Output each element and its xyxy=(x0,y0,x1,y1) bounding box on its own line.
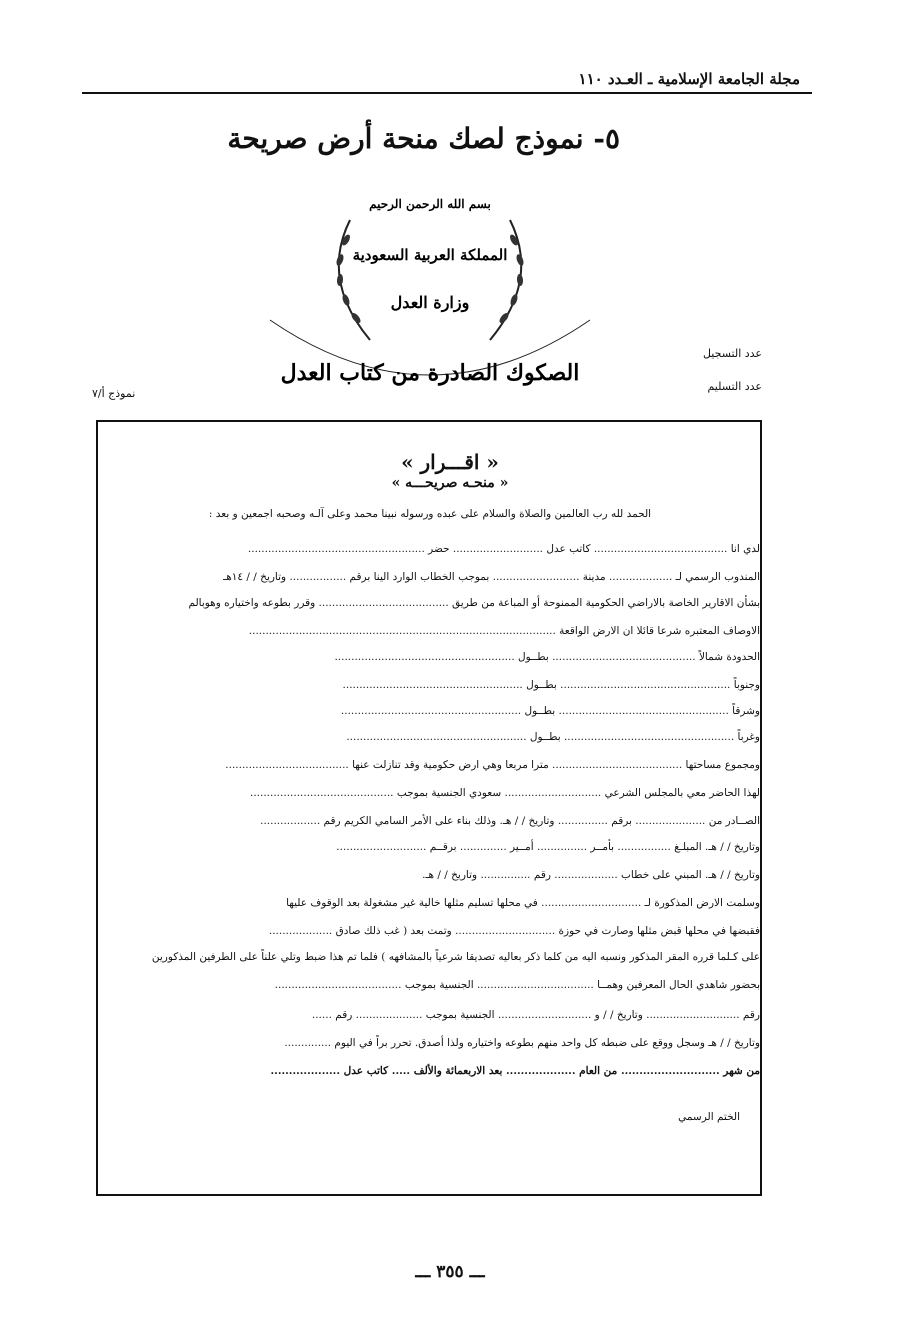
page-title: ٥- نموذج لصك منحة أرض صريحة xyxy=(227,122,620,155)
emblem-banner: الصكوك الصادرة من كتاب العدل xyxy=(280,360,580,386)
document-line: المندوب الرسمي لـ ................... مدينة .......................... بموجب الخطاب الوارد الينا برقم ................. وتاريخ / / ١٤هـ xyxy=(223,571,760,583)
document-line: فقبضها في محلها قبض مثلها وصارت في حوزة .............................. وتمت بعد ( غب ذلك صادق ................... xyxy=(268,925,760,937)
document-title: « اقـــرار » xyxy=(401,450,499,474)
emblem-kingdom: المملكة العربية السعودية xyxy=(352,246,508,264)
document-line: الصــادر من ..................... برقم ............... وتاريخ / / هـ. وذلك بناء على الأمر السامي الكريم رقم .................. xyxy=(260,815,760,827)
document-line: وتاريخ / / هـ. المبني على خطاب ................... رقم ............... وتاريخ / / هـ. xyxy=(422,869,760,881)
document-line: الختم الرسمي xyxy=(678,1111,740,1123)
document-line: الحدودة شمالاً ........................................... بطــول ...................................................... xyxy=(334,651,760,663)
document-subtitle: « منحـه صريحـــه » xyxy=(391,475,509,491)
ministry-emblem xyxy=(250,180,610,410)
document-line: من شهر ........................... من العام ................... بعد الاربعمائة والألف ..... كاتب عدل ................... xyxy=(270,1065,760,1077)
document-line: بحضور شاهدي الحال المعرفين وهمــا ................................... الجنسية بموجب ...................................... xyxy=(274,979,760,991)
emblem-ministry: وزارة العدل xyxy=(390,293,470,312)
record-number-label: عدد التسجيل xyxy=(702,347,762,360)
document-line: وغرباً ................................................... بطــول ...................................................... xyxy=(346,731,760,743)
form-code: نموذج أ/٧ xyxy=(92,387,136,400)
journal-header: مجلة الجامعة الإسلامية ـ العـدد ١١٠ xyxy=(578,70,800,88)
delivery-number-label: عدد التسليم xyxy=(707,380,762,393)
document-line: ومجموع مساحتها ....................................... مترا مربعا وهي ارض حكومية وقد تنازلت عنها ..................................... xyxy=(225,759,760,771)
document-line: وسلمت الارض المذكورة لـ .............................. في محلها تسليم مثلها خالية غير مشغولة بعد الوقوف عليها xyxy=(286,897,760,909)
document-line: لهذا الحاضر معي بالمجلس الشرعي ............................. سعودي الجنسية بموجب ........................................... xyxy=(249,787,760,799)
document-line: وشرقاً ................................................... بطــول ...................................................... xyxy=(340,705,760,717)
header-rule xyxy=(82,92,812,94)
document-line: الحمد لله رب العالمين والصلاة والسلام على عبده ورسوله نبينا محمد وعلى آلـه وصحبه اجمعين و بعد : xyxy=(208,508,652,520)
document-line: بشأن الاقارير الخاصة بالاراضي الحكومية الممنوحة أو المباعة من طريق ....................................... وقرر بطوعه واختياره وهوبالم xyxy=(188,597,760,609)
document-line: لدي انا ........................................ كاتب عدل ........................... حضر ..................................................... xyxy=(247,543,760,555)
document-line: رقم ............................ وتاريخ / / و ............................ الجنسية بموجب .................... رقم ...... xyxy=(311,1009,760,1021)
page-number: ـــ ٣٥٥ ـــ xyxy=(415,1262,485,1282)
emblem-basmala: بسم الله الرحمن الرحيم xyxy=(369,197,491,211)
document-line: على كـلما قرره المقر المذكور ونسبه اليه من كلما ذكر بعاليه تصديقا شرعياً بالمشافهه ) فلما تم هذا ضبط وتلي علناً على الطرفين المذكورين xyxy=(151,951,760,963)
document-line: وتاريخ / / هـ. المبلـغ ................ بأمــر ............... أمــير .............. برقــم ........................... xyxy=(336,841,760,853)
document-line: وجنوباً ................................................... بطــول ...................................................... xyxy=(342,679,760,691)
document-line: الاوصاف المعتبره شرعا قائلا ان الارض الواقعة ............................................................................................ xyxy=(248,625,760,637)
document-line: وتاريخ / / هـ وسجل ووقع على ضبطه كل واحد منهم بطوعه واختياره ولذا أصدق. تحرر براً في اليوم .............. xyxy=(284,1037,760,1049)
